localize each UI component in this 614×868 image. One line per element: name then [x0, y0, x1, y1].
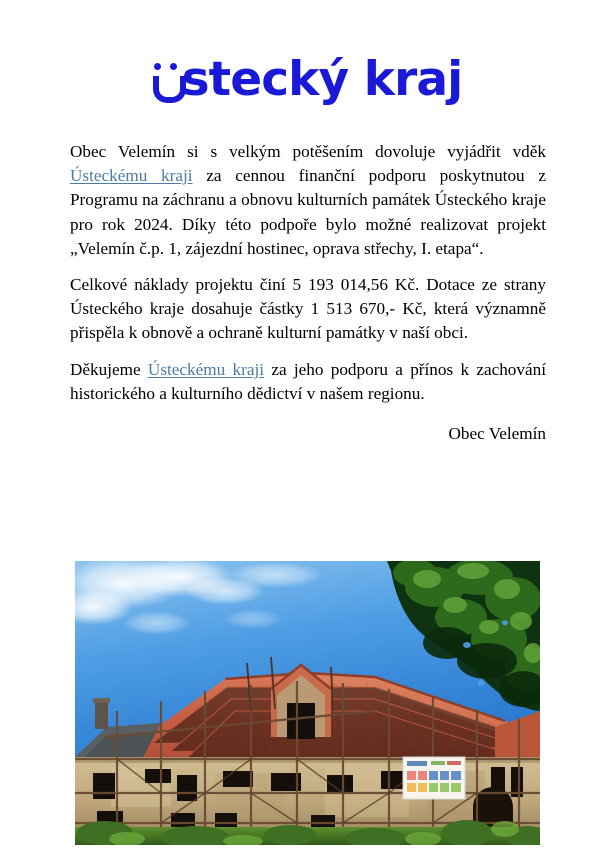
document-signature: Obec Velemín: [448, 424, 546, 444]
paragraph-text-run: Celkové náklady projektu činí 5 193 014,56 Kč. Dotace ze strany Ústeckého kraje dosahuje částky 1 513 670,- Kč, která významně přispěla k obnově a ochraně kulturní památky v naší obci.: [70, 275, 546, 343]
logo-u-glyph-icon: [152, 56, 182, 103]
paragraph-text-run: za cennou finanční podporu poskytnutou z Programu na záchranu a obnovu kulturních památek Ústeckého kraje pro rok 2024. Díky této podpoře bylo možné realizovat projekt „Velemín č.p. 1, zájezdní hostinec, oprava střechy, I. etapa“.: [70, 166, 546, 258]
renovation-photo: [75, 561, 540, 845]
paragraph-text-run: za jeho podporu a přínos k zachování historického a kulturního dědictví v našem regionu.: [70, 359, 546, 403]
ustecky-kraj-logo: [0, 52, 614, 107]
document-body: [70, 140, 546, 446]
link-ustecky-kraj[interactable]: Ústeckému kraji: [147, 359, 265, 379]
paragraph-thanks: [70, 358, 546, 406]
logo-u-bowl-icon: [153, 76, 186, 103]
photo-info-banner: [403, 757, 465, 799]
renovation-photo-image: [75, 561, 540, 845]
logo-text: stecký kraj: [181, 52, 463, 107]
paragraph-intro: [70, 140, 546, 261]
paragraph-costs: [70, 273, 546, 346]
logo-u-dot-left-icon: [154, 63, 161, 70]
paragraph-text-run: Děkujeme: [70, 359, 148, 379]
link-ustecky-kraj[interactable]: Ústeckému kraji: [70, 166, 193, 186]
paragraph-text-run: Obec Velemín si s velkým potěšením dovoluje vyjádřit vděk: [70, 142, 546, 161]
logo-u-dot-right-icon: [170, 63, 177, 70]
logo-wordmark: [152, 52, 463, 107]
